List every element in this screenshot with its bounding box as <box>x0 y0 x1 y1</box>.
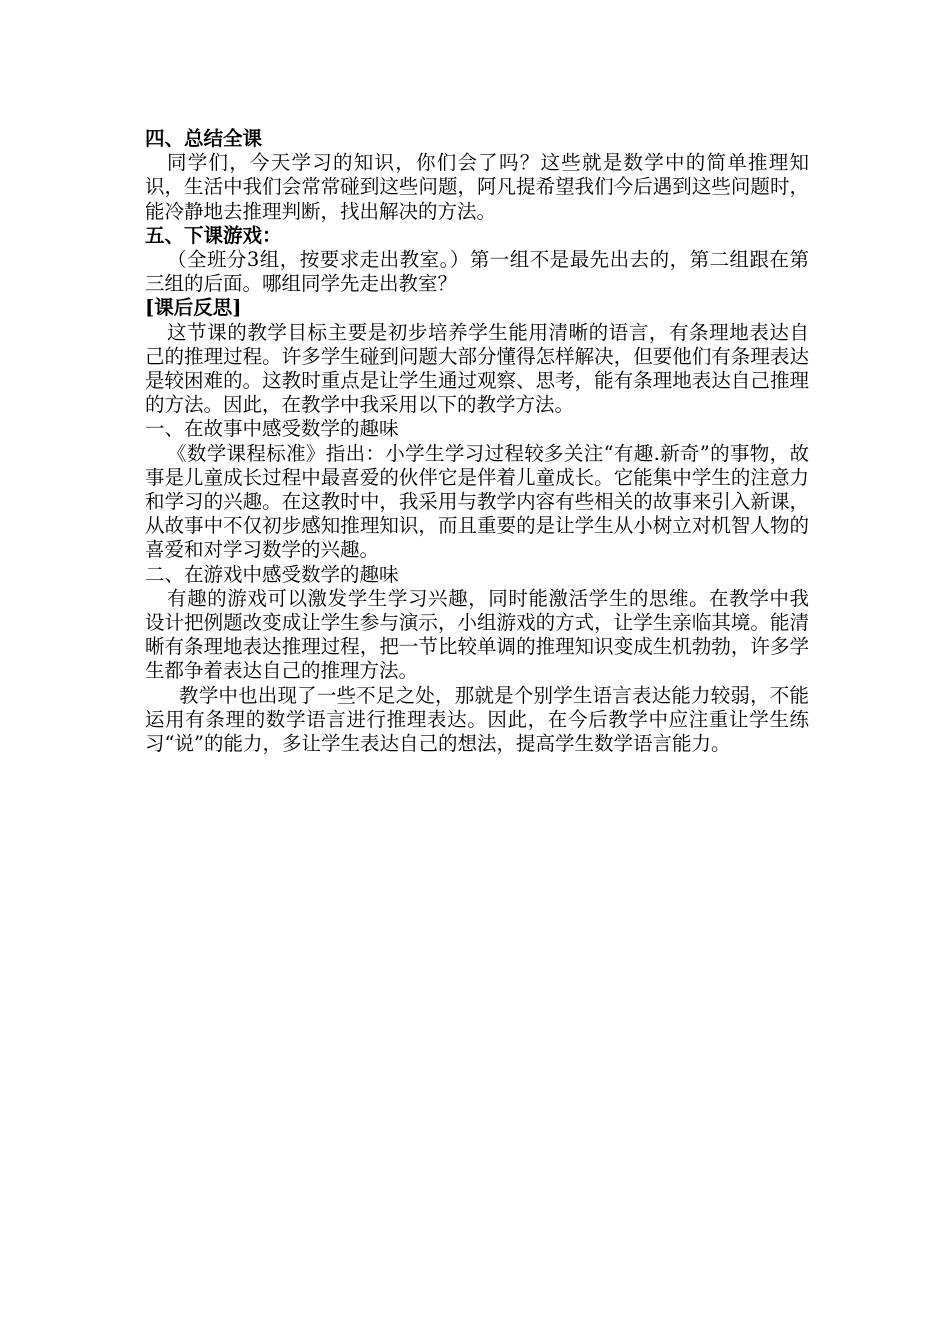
point1-paragraph: 《数学课程标准》指出：小学生学习过程较多关注“有趣.新奇”的事物，故事是儿童成长过程中最喜爱的伙伴它是伴着儿童成长。它能集中学生的注意力和学习的兴趣。在这教时中，我采用与教学内容有些相关的故事来引入新课，从故事中不仅初步感知推理知识，而且重要的是让学生从小树立对机智人物的喜爱和对学习数学的兴趣。 <box>145 441 809 562</box>
reflection-intro-paragraph: 这节课的教学目标主要是初步培养学生能用清晰的语言，有条理地表达自己的推理过程。许多学生碰到问题大部分懂得怎样解决，但要他们有条理表达是较困难的。这教时重点是让学生通过观察、思考，能有条理地表达自己推理的方法。因此，在教学中我采用以下的教学方法。 <box>145 320 809 417</box>
game-paragraph: （全班分3组，按要求走出教室。）第一组不是最先出去的，第二组跟在第三组的后面。哪组同学先走出教室？ <box>145 248 809 296</box>
game-heading: 五、下课游戏： <box>145 223 282 247</box>
reflection-heading: [课后反思] <box>145 296 242 320</box>
shortcoming-paragraph: 教学中也出现了一些不足之处，那就是个别学生语言表达能力较弱，不能运用有条理的数学语言进行推理表达。因此，在今后教学中应注重让学生练习“说”的能力，多让学生表达自己的想法，提高学生数学语言能力。 <box>145 683 809 756</box>
point2-heading: 二、在游戏中感受数学的趣味 <box>145 562 399 586</box>
point1-heading: 一、在故事中感受数学的趣味 <box>145 417 399 441</box>
point2-paragraph: 有趣的游戏可以激发学生学习兴趣，同时能激活学生的思维。在教学中我设计把例题改变成让学生参与演示，小组游戏的方式，让学生亲临其境。能清晰有条理地表达推理过程，把一节比较单调的推理知识变成生机勃勃，许多学生都争着表达自己的推理方法。 <box>145 586 809 683</box>
summary-heading: 四、总结全课 <box>145 127 263 150</box>
document-page <box>145 127 809 756</box>
summary-paragraph: 同学们，今天学习的知识，你们会了吗？这些就是数学中的简单推理知识，生活中我们会常常碰到这些问题，阿凡提希望我们今后遇到这些问题时，能冷静地去推理判断，找出解决的方法。 <box>145 151 809 223</box>
